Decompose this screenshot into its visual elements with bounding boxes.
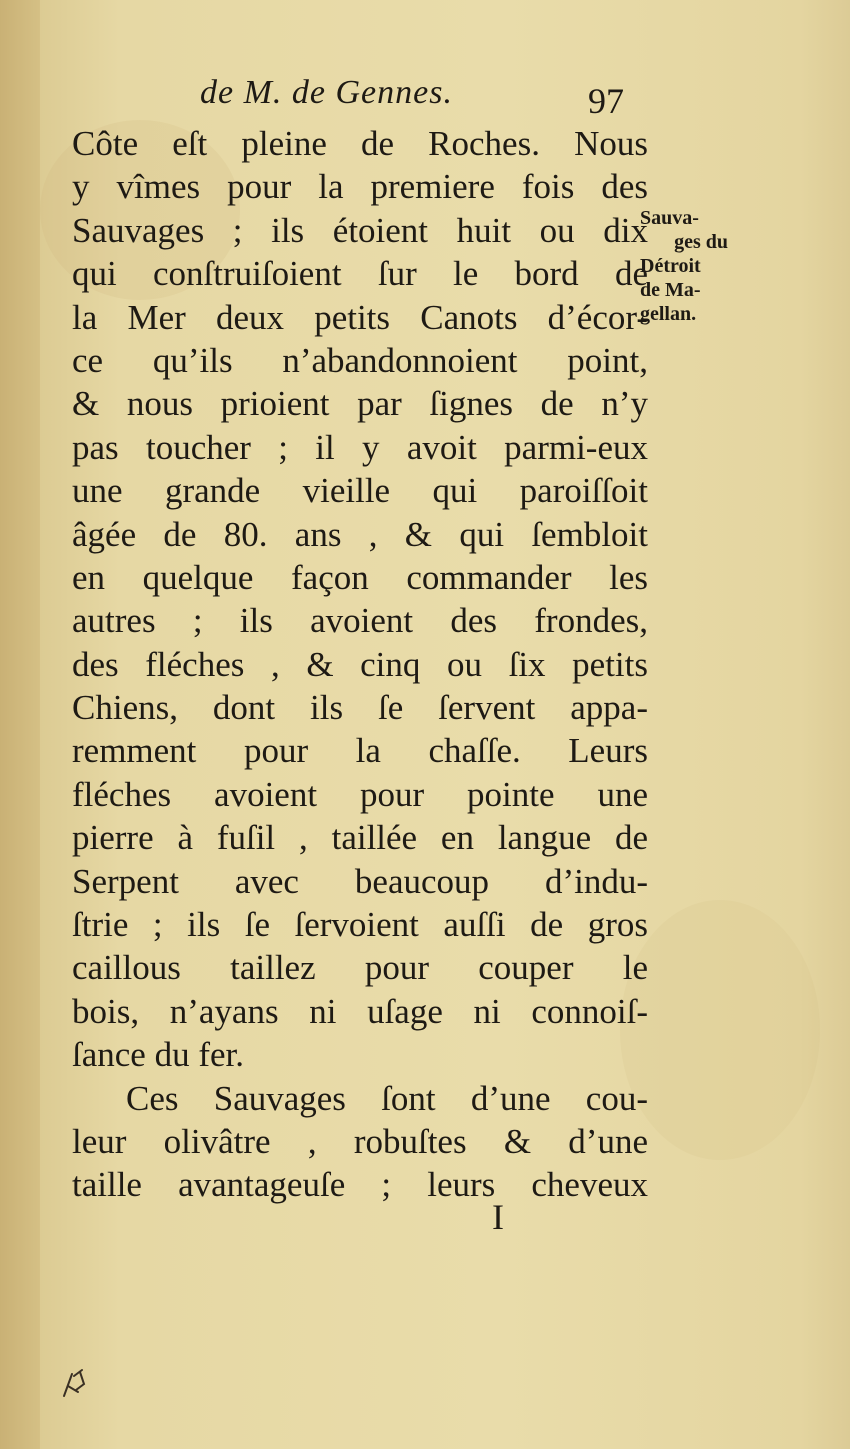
page-number: 97: [588, 81, 624, 121]
text-line: caillous taillez pour couper le: [72, 948, 648, 988]
text-line: âgée de 80. ans , & qui ſembloit: [72, 514, 648, 554]
binding-shadow: [0, 0, 40, 1449]
paper-stain: [620, 900, 820, 1160]
text-line: en quelque façon commander les: [72, 557, 648, 597]
text-line: Serpent avec beaucoup d’indu-: [72, 861, 648, 901]
margin-note-line: Détroit: [640, 255, 701, 277]
text-line: qui conſtruiſoient ſur le bord de: [72, 254, 648, 294]
running-head: de M. de Gennes.: [200, 74, 453, 111]
text-line: pierre à fuſil , taillée en langue de: [72, 818, 648, 858]
text-line: y vîmes pour la premiere fois des: [72, 167, 648, 207]
text-line: ſtrie ; ils ſe ſervoient auſſi de gros: [72, 905, 648, 945]
pen-mark-icon: [58, 1362, 94, 1402]
text-line: des fléches , & cinq ou ſix petits: [72, 644, 648, 684]
text-line: la Mer deux petits Canots d’écor-: [72, 297, 648, 337]
text-line: Sauvages ; ils étoient huit ou dix: [72, 210, 648, 250]
text-line: leur olivâtre , robuſtes & d’une: [72, 1121, 648, 1161]
text-line: pas toucher ; il y avoit parmi-eux: [72, 427, 648, 467]
body-text: [72, 122, 648, 1207]
text-line: remment pour la chaſſe. Leurs: [72, 731, 648, 771]
text-line: bois, n’ayans ni uſage ni connoiſ-: [72, 991, 648, 1031]
text-line: autres ; ils avoient des frondes,: [72, 601, 648, 641]
signature-mark: I: [492, 1197, 504, 1237]
paragraph-end-line: ſance du fer.: [72, 1035, 244, 1075]
text-line: une grande vieille qui paroiſſoit: [72, 471, 648, 511]
margin-note-line: de Ma-: [640, 279, 701, 301]
text-line: Chiens, dont ils ſe ſervent appa-: [72, 688, 648, 728]
text-line: Côte eſt pleine de Roches. Nous: [72, 124, 648, 163]
margin-note-line: gellan.: [640, 303, 697, 325]
margin-note-line: ges du: [674, 231, 728, 253]
text-line: fléches avoient pour pointe une: [72, 774, 648, 814]
margin-note: [640, 206, 740, 326]
text-line: taille avantageuſe ; leurs cheveux: [72, 1165, 648, 1205]
paragraph-start-line: Ces Sauvages ſont d’une cou-: [126, 1078, 648, 1118]
text-line: ce qu’ils n’abandonnoient point,: [72, 340, 648, 380]
text-line: & nous prioient par ſignes de n’y: [72, 384, 648, 424]
margin-note-line: Sauva-: [640, 207, 699, 229]
